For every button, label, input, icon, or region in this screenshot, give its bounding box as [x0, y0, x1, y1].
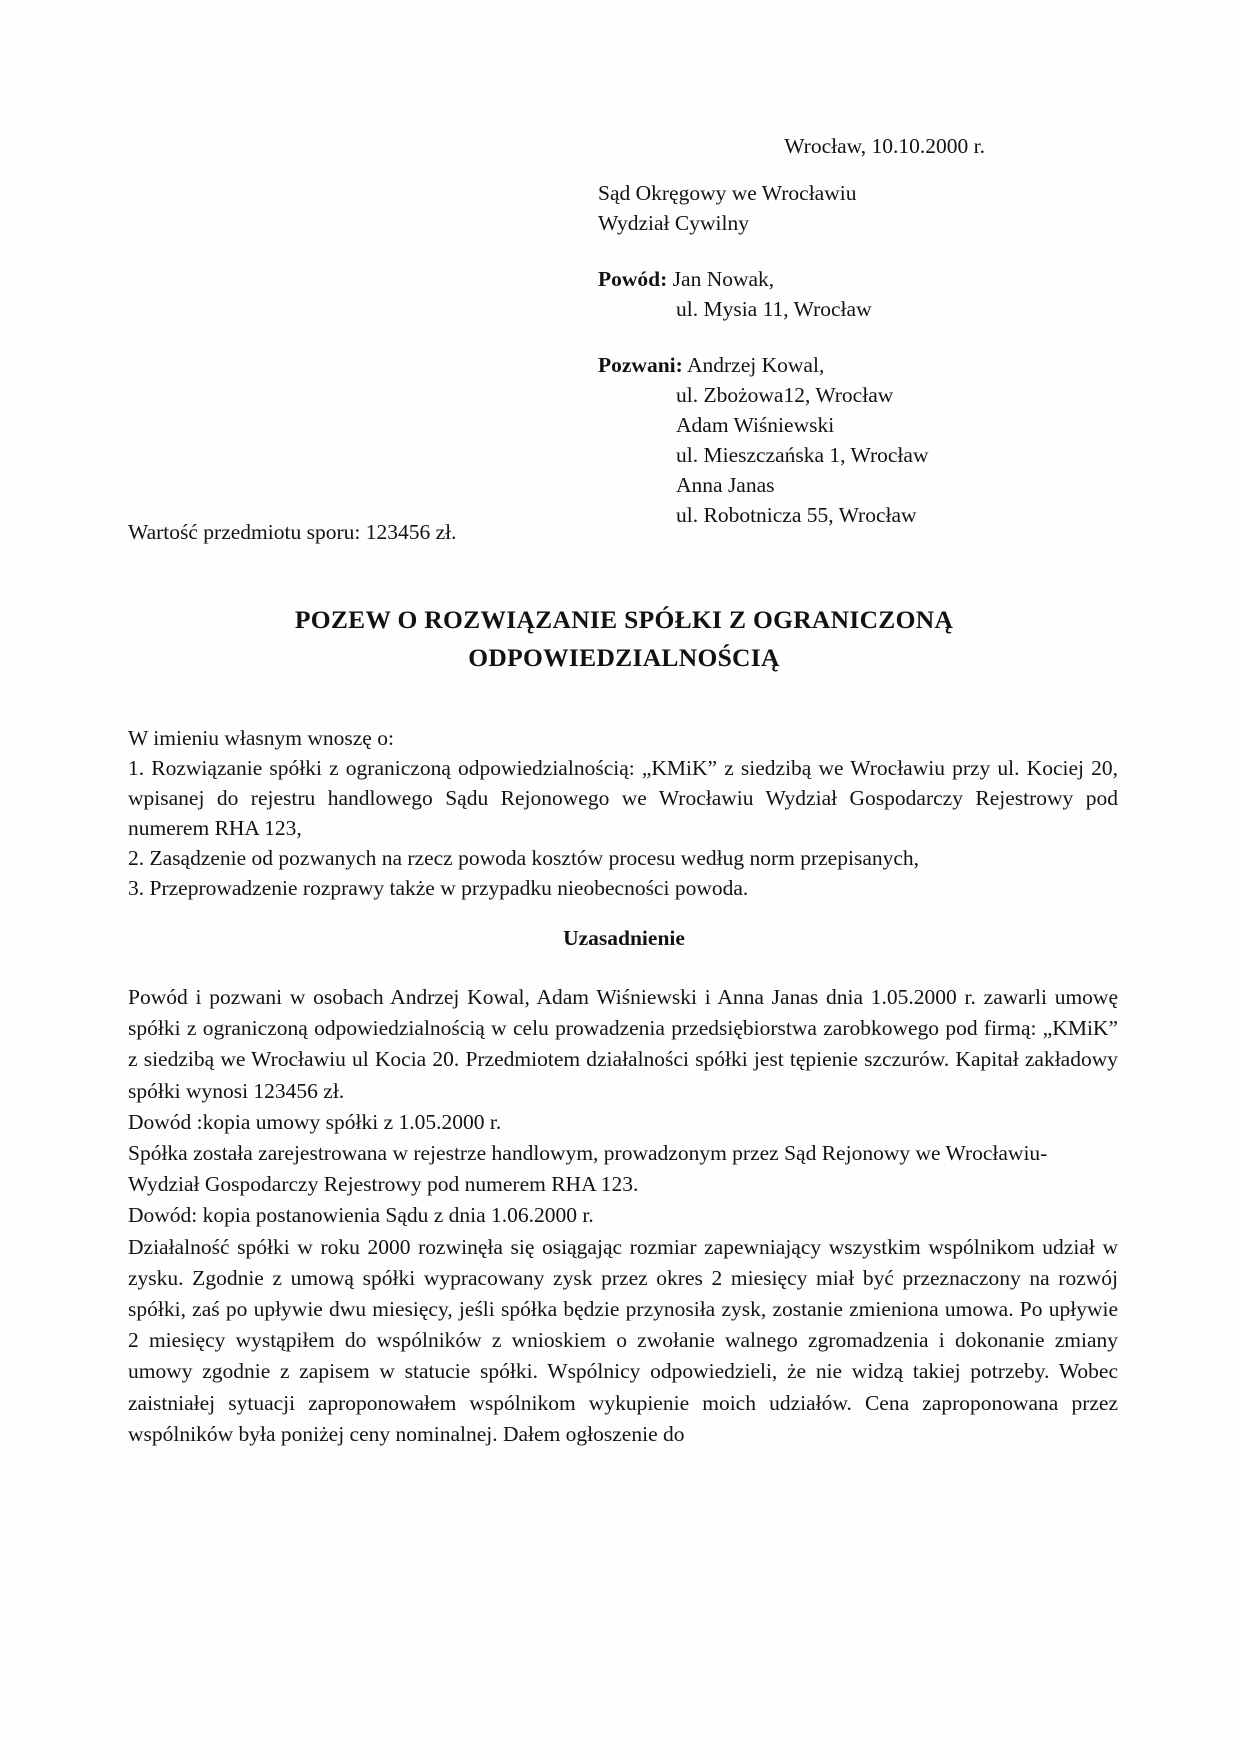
plaintiff-label: Powód:	[598, 267, 668, 291]
plaintiff-name: Jan Nowak,	[672, 267, 775, 291]
plaintiff-address: ul. Mysia 11, Wrocław	[676, 297, 872, 321]
page-title	[128, 601, 1120, 677]
defendant-name-2: Adam Wiśniewski	[676, 413, 835, 437]
evidence-line: Dowód :kopia umowy spółki z 1.05.2000 r.	[128, 1109, 502, 1134]
justification-paragraph: Działalność spółki w roku 2000 rozwinęła się osiągając rozmiar zapewniający wszystkim wspólnikom udział w zysku. Zgodnie z umową spółki wypracowany zysk przez okres 2 miesięcy miał być przeznaczony na rozwój spółki, zaś po upływie dwu miesięcy, jeśli spółka będzie przynosiła zysk, zostanie zmieniona umowa. Po upływie 2 miesięcy wystąpiłem do wspólników z wnioskiem o zwołanie walnego zgromadzenia i dokonanie zmiany umowy zgodnie z zapisem w statucie spółki. Wspólnicy odpowiedzieli, że nie widzą takiej potrzeby. Wobec zaistniałej sytuacji zaproponowałem wspólnikom wykupienie moich udziałów. Cena zaproponowana przez wspólników była poniżej ceny nominalnej. Dałem ogłoszenie do	[128, 1234, 1118, 1446]
defendant-address-1: ul. Zbożowa12, Wrocław	[676, 383, 894, 407]
requests-section	[128, 723, 1124, 903]
evidence-line: Dowód: kopia postanowienia Sądu z dnia 1.06.2000 r.	[128, 1203, 594, 1228]
request-item-3: 3. Przeprowadzenie rozprawy także w przypadku nieobecności powoda.	[128, 876, 749, 900]
place-and-date: Wrocław, 10.10.2000 r.	[784, 134, 985, 158]
justification-paragraph: Powód i pozwani w osobach Andrzej Kowal, Adam Wiśniewski i Anna Janas dnia 1.05.2000 r. zawarli umowę spółki z ograniczoną odpowiedzialnością w celu prowadzenia przedsiębiorstwa zarobkowego pod firmą: „KMiK” z siedzibą we Wrocławiu ul Kocia 20. Przedmiotem działalności spółki jest tępienie szczurów. Kapitał zakładowy spółki wynosi 123456 zł.	[128, 985, 1118, 1103]
justification-heading: Uzasadnienie	[563, 926, 685, 950]
defendant-name-3: Anna Janas	[676, 473, 775, 497]
court-division: Wydział Cywilny	[598, 211, 749, 235]
request-item-1: 1. Rozwiązanie spółki z ograniczoną odpowiedzialnością: „KMiK” z siedzibą we Wrocławiu przy ul. Kociej 20, wpisanej do rejestru handlowego Sądu Rejonowego we Wrocławiu Wydział Gospodarczy Rejestrowy pod numerem RHA 123,	[128, 756, 1124, 840]
addressee-block	[598, 178, 928, 530]
justification-paragraph: Spółka została zarejestrowana w rejestrze handlowym, prowadzonym przez Sąd Rejonowy we Wrocławiu- Wydział Gospodarczy Rejestrowy pod numerem RHA 123.	[128, 1141, 1048, 1197]
request-item-2: 2. Zasądzenie od pozwanych na rzecz powoda kosztów procesu według norm przepisanych,	[128, 846, 920, 870]
defendants-label: Pozwani:	[598, 353, 683, 377]
defendants-block	[598, 350, 928, 530]
defendant-address-2: ul. Mieszczańska 1, Wrocław	[676, 443, 929, 467]
justification-body	[128, 982, 1118, 1450]
court-name: Sąd Okręgowy we Wrocławiu	[598, 181, 857, 205]
defendant-address-3: ul. Robotnicza 55, Wrocław	[676, 503, 917, 527]
requests-intro: W imieniu własnym wnoszę o:	[128, 726, 394, 750]
page-title-line-1: POZEW O ROZWIĄZANIE SPÓŁKI Z OGRANICZONĄ	[294, 605, 954, 634]
claim-value: Wartość przedmiotu sporu: 123456 zł.	[128, 520, 457, 544]
defendant-name-1: Andrzej Kowal,	[687, 353, 825, 377]
page-title-line-2: ODPOWIEDZIALNOŚCIĄ	[468, 643, 780, 672]
plaintiff-block	[598, 264, 928, 324]
